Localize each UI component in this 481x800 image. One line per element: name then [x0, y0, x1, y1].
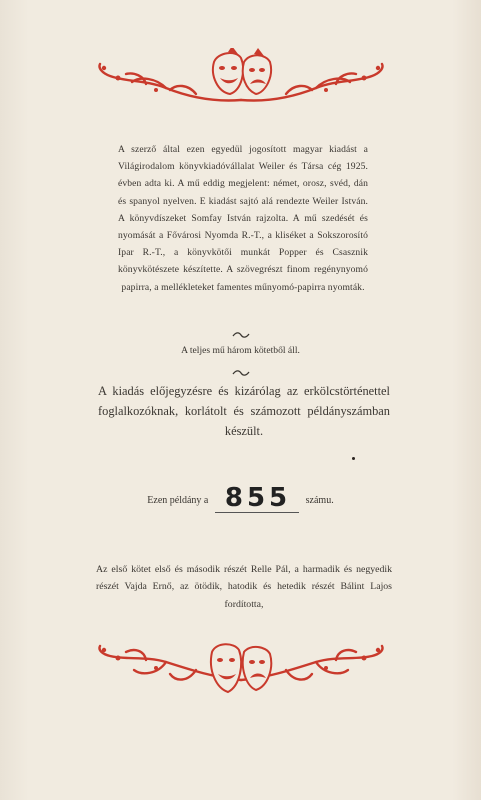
volumes-note: A teljes mű három kötetből áll. [181, 345, 300, 356]
colophon-text: A szerző által ezen egyedül jogosított magyar kiadást a Világirodalom könyvkiadóvállalat Weiler és Társa cég 1925. évben adta ki. A mű eddig megjelent: német, orosz, svéd, dán és spanyol nyelven. E kiadást sajtó alá rendezte Weiler István. A könyvdíszeket Somfay István rajzolta. A mű szedését és nyomását a Fővárosi Nyomda R.-T., a kliséket a Sokszorosító Ipar R.-T., a könyvkötői munkát Popper és Csasznik könyvkötészete készítette. A szövegrészt finom regénynyomó papirra, a mellékleteket famentes műnyomó-papirra nyomták. [118, 144, 368, 293]
translators-note: Az első kötet első és második részét Relle Pál, a harmadik és negyedik részét Vajda Ernő, az ötödik, hatodik és hetedik részét Bálint Lajos fordította, [96, 564, 392, 610]
copy-number-prefix: Ezen példány a [147, 495, 209, 506]
ink-dot [352, 457, 355, 460]
mask-ornament-bottom-icon [96, 640, 386, 702]
mask-ornament-top-icon [96, 48, 386, 110]
copy-number-suffix: számu. [305, 495, 334, 506]
swash-divider-icon [232, 369, 250, 377]
copy-number: 855 [215, 484, 299, 513]
limited-edition-note: A kiadás előjegyzésre és kizárólag az erkölcstörténettel foglalkozóknak, korlátolt és számozott példányszámban készült. [98, 384, 390, 438]
swash-divider-icon [232, 331, 250, 339]
copy-number-line [0, 481, 481, 513]
